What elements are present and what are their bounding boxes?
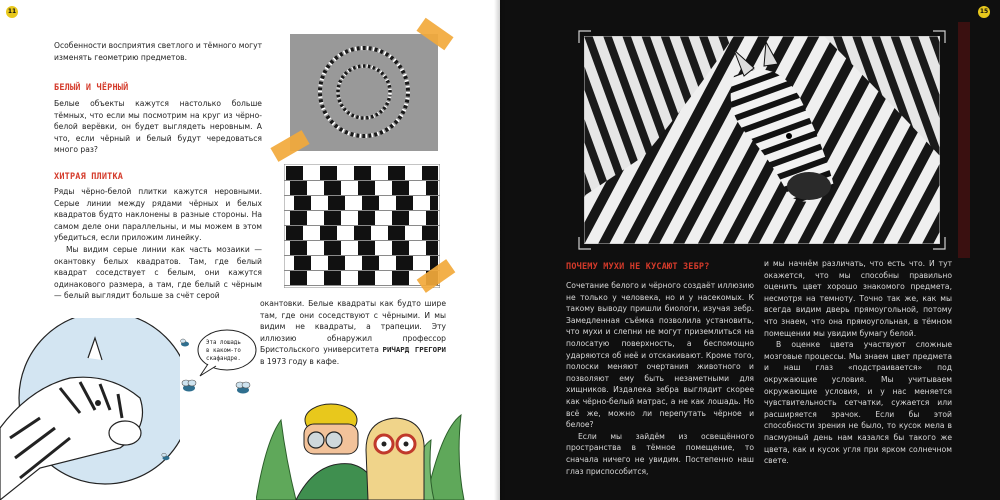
cafe-wall-tile <box>320 166 337 180</box>
section-text-black-white: Белые объекты кажутся настолько больше тёмных, что если мы посмотрим на круг из чёрно-белой верёвки, он будет выглядеть неровным. А что, если чёрный и белый будут чередоваться много раз? <box>54 99 262 155</box>
fly-icon <box>160 452 172 462</box>
fly-icon <box>178 378 200 394</box>
cafe-wall-tile <box>324 181 341 195</box>
cafe-wall-tile <box>392 211 409 225</box>
cafe-wall-tile <box>358 181 375 195</box>
cafe-wall-tile <box>392 241 409 255</box>
cafe-wall-tile <box>396 196 413 210</box>
right-page-number: 15 <box>978 6 990 18</box>
right-column-1 <box>566 280 754 477</box>
cafe-wall-tile <box>362 256 379 270</box>
section-title-flies-zebras: ПОЧЕМУ МУХИ НЕ КУСАЮТ ЗЕБР? <box>566 262 710 272</box>
left-intro-text: Особенности восприятия светлого и тёмного могут изменять геометрию предметов. <box>54 41 263 62</box>
cafe-wall-tile <box>290 271 307 285</box>
cafe-wall-tile <box>354 226 371 240</box>
cafe-wall-tile <box>426 241 438 255</box>
cafe-wall-tile <box>290 211 307 225</box>
bubble-line-2: в каком-то <box>206 348 241 354</box>
rope-circle-illusion <box>284 30 444 155</box>
cafe-wall-tile <box>396 256 413 270</box>
cafe-wall-tile <box>358 271 375 285</box>
cafe-wall-tile <box>392 271 409 285</box>
section-title-tricky-tile: ХИТРАЯ ПЛИТКА <box>54 172 124 182</box>
cafe-wall-tile <box>290 181 307 195</box>
tile-continuation: окантовки. Белые квадраты как будто шире там, где они соседствуют с чёрными. И мы видим не квадраты, а трапеции. Эту иллюзию обнаружил профессор Бристольского университета <box>260 299 446 355</box>
bubble-line-3: скафандре. <box>206 356 241 362</box>
cafe-wall-tile <box>324 241 341 255</box>
section-title-black-white: БЕЛЫЙ И ЧЁРНЫЙ <box>54 83 129 93</box>
kids-binoculars-illustration <box>256 380 466 500</box>
photo-corner <box>932 236 946 250</box>
cafe-wall-tile <box>286 226 303 240</box>
vision-paragraph-2: В оценке цвета участвуют сложные мозговые процессы. Мы знаем цвет предмета и наш глаз «подстраивается» под окружающие условия. Мы учитываем окружающие условия, и у нас меняется чувствительность сетчатки, сужается или расширяется зрачок. Если бы этой способности зрения не было, то кусок мела в пасмурный день нам казался бы такого же цвета, как и кусок угля при ярком солнечном свете. <box>764 340 952 466</box>
flies-paragraph-1: Сочетание белого и чёрного создаёт иллюзию не только у человека, но и у насекомых. К такому выводу пришли биологи, изучая зебр. Замедленная съёмка позволила установить, что мухи и слепни не могут приземлиться на полосатую поверхность, а беспомощно ударяются об неё и отскакивают. Кроме того, полоски меняют очертания животного и позволяют ему быть незаметными для хищников. Издалека зебра выглядит скорее как чёрно-белый матрас, а не как лошадь. Но всё же, можно ли перепутать чёрное и белое? <box>566 281 754 430</box>
zebra-helmet-illustration <box>0 318 180 500</box>
cafe-wall-tile <box>362 196 379 210</box>
left-page-number: 11 <box>6 6 18 18</box>
photo-corner <box>578 30 592 44</box>
cafe-wall-tile <box>388 166 405 180</box>
fly-icon <box>232 380 254 396</box>
vision-paragraph-1: и мы начнём различать, что есть что. И тут окажется, что мы способны правильно оценить цвет хорошо знакомого предмета, несмотря на темноту. Точно так же, как мы всегда видим дверь прямоугольной, потому что знаем, что она прямоугольная, в тёмном помещении мы увидим бумагу белой. <box>764 259 952 338</box>
cafe-wall-tile <box>426 211 438 225</box>
cafe-wall-illusion <box>284 164 440 288</box>
cafe-wall-tile <box>328 256 345 270</box>
tile-paragraph-1: Ряды чёрно-белой плитки кажутся неровными. Серые линии между рядами чёрных и белых квадратов будто наклонены в разные стороны. На самом деле они параллельны, и мы можем в этом убедиться, если приложим линейку. <box>54 187 262 243</box>
tile-paragraph-2: Мы видим серые линии как часть мозаики — окантовку белых квадратов. Там, где белый квадрат соседствует с белым, они кажутся одинакового размера, а там, где белый с чёрным — белый выглядит больше за счёт серой <box>54 244 262 301</box>
cafe-wall-tile <box>388 226 405 240</box>
scientist-name: РИЧАРД ГРЕГОРИ <box>382 345 447 355</box>
cafe-wall-tile <box>328 196 345 210</box>
cafe-wall-tile <box>294 196 311 210</box>
cafe-wall-tile <box>358 211 375 225</box>
right-edge-bar <box>958 22 970 258</box>
photo-corner <box>932 30 946 44</box>
cafe-wall-tile <box>286 166 303 180</box>
cafe-wall-tile <box>358 241 375 255</box>
right-column-2 <box>764 258 952 467</box>
section-text-tricky-tile <box>54 186 262 302</box>
cafe-wall-tile <box>422 226 438 240</box>
photo-corner <box>578 236 592 250</box>
cafe-wall-tile <box>354 166 371 180</box>
speech-bubble <box>196 328 258 378</box>
bubble-line-1: Эта лошадь <box>206 340 241 346</box>
cafe-wall-tile <box>324 211 341 225</box>
cafe-wall-tile <box>324 271 341 285</box>
cafe-wall-tile <box>290 241 307 255</box>
zebra-herd-photo <box>584 36 940 244</box>
tile-ending: в 1973 году в кафе. <box>260 356 340 366</box>
cafe-wall-tile <box>392 181 409 195</box>
tile-continuation-text <box>260 298 446 368</box>
fly-icon <box>178 338 192 348</box>
cafe-wall-tile <box>430 196 438 210</box>
cafe-wall-tile <box>422 166 438 180</box>
book-gutter <box>494 0 506 500</box>
cafe-wall-tile <box>320 226 337 240</box>
cafe-wall-tile <box>294 256 311 270</box>
flies-paragraph-2: Если мы зайдём из освещённого пространства в тёмное помещение, то сначала ничего не увидим. Постепенно наш глаз приспособится, <box>566 431 754 476</box>
cafe-wall-tile <box>426 181 438 195</box>
